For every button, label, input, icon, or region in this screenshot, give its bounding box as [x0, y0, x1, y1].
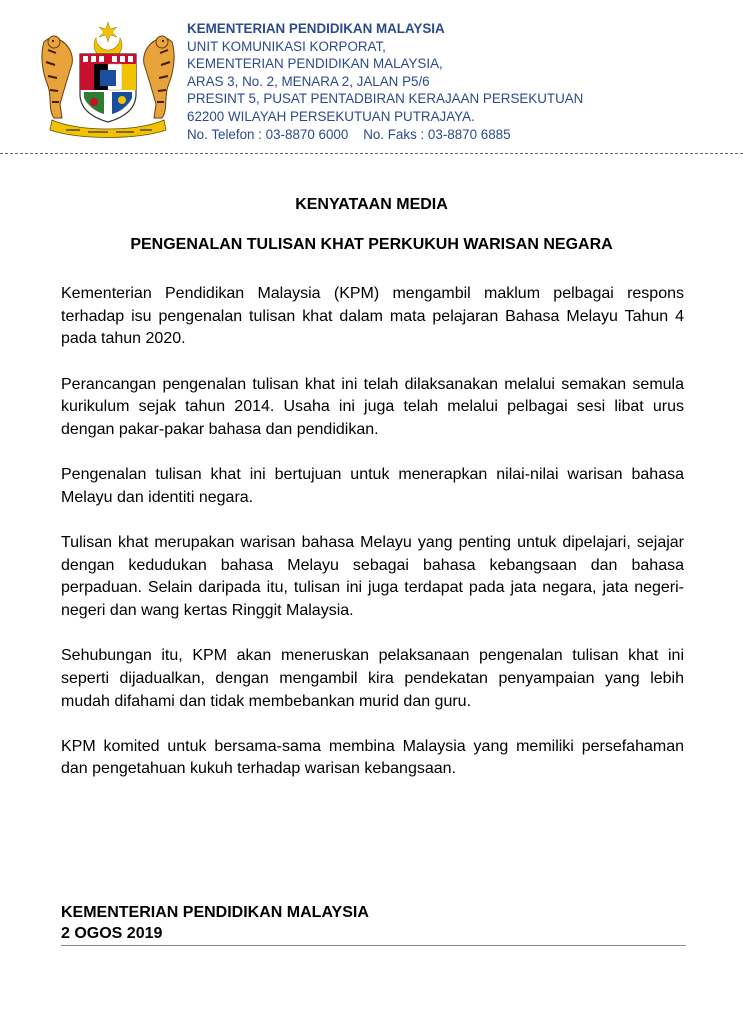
address-line: ARAS 3, No. 2, MENARA 2, JALAN P5/6: [187, 73, 430, 89]
signature-block: [61, 902, 369, 944]
letterhead-divider: [0, 153, 743, 154]
signature-name: KEMENTERIAN PENDIDIKAN MALAYSIA: [61, 904, 369, 921]
footer-divider: [61, 945, 686, 946]
address-line: 62200 WILAYAH PERSEKUTUAN PUTRAJAYA.: [187, 108, 475, 124]
paragraph: KPM komited untuk bersama-sama membina Malaysia yang memiliki persefahaman dan pengetahuan kukuh terhadap warisan kebangsaan.: [61, 737, 684, 778]
paragraph: Pengenalan tulisan khat ini bertujuan untuk menerapkan nilai-nilai warisan bahasa Melayu dan identiti negara.: [61, 466, 684, 506]
right-tiger-icon: [144, 36, 174, 118]
address-line: UNIT KOMUNIKASI KORPORAT,: [187, 38, 386, 54]
document-date: 2 OGOS 2019: [61, 925, 163, 942]
address-line: KEMENTERIAN PENDIDIKAN MALAYSIA,: [187, 56, 443, 72]
paragraph: Kementerian Pendidikan Malaysia (KPM) mengambil maklum pelbagai respons terhadap isu pengenalan tulisan khat dalam mata pelajaran Bahasa Melayu Tahun 4 pada tahun 2020.: [61, 285, 684, 348]
left-tiger-icon: [42, 36, 72, 118]
ministry-address-block: [187, 20, 583, 143]
document-title: PENGENALAN TULISAN KHAT PERKUKUH WARISAN NEGARA: [130, 236, 613, 253]
address-line: PRESINT 5, PUSAT PENTADBIRAN KERAJAAN PERSEKUTUAN: [187, 91, 584, 107]
motto-ribbon-icon: [50, 120, 166, 138]
document-heading: KENYATAAN MEDIA: [295, 196, 448, 213]
document-body: [61, 283, 684, 804]
contact-line: No. Telefon : 03-8870 6000 No. Faks : 03-8870 6885: [187, 126, 511, 142]
paragraph: Sehubungan itu, KPM akan meneruskan pelaksanaan pengenalan tulisan khat ini seperti dijadualkan, dengan mengambil kira pendekatan penyampaian yang lebih mudah difahami dan tidak membebankan murid dan guru.: [61, 647, 684, 710]
shield-icon: [80, 54, 136, 122]
malaysia-coat-of-arms-icon: [38, 20, 178, 138]
letterhead: [0, 0, 743, 160]
ministry-name: KEMENTERIAN PENDIDIKAN MALAYSIA: [187, 21, 445, 36]
paragraph: Tulisan khat merupakan warisan bahasa Melayu yang penting untuk dipelajari, sejajar dengan kedudukan bahasa Melayu sebagai bahasa kebangsaan dan bahasa perpaduan. Selain daripada itu, tulisan ini juga terdapat pada jata negara, jata negeri-negeri dan wang kertas Ringgit Malaysia.: [61, 534, 684, 619]
paragraph: Perancangan pengenalan tulisan khat ini telah dilaksanakan melalui semakan semula kurikulum sejak tahun 2014. Usaha ini juga telah melalui pelbagai sesi libat urus dengan pakar-pakar bahasa dan pendidikan.: [61, 375, 684, 438]
